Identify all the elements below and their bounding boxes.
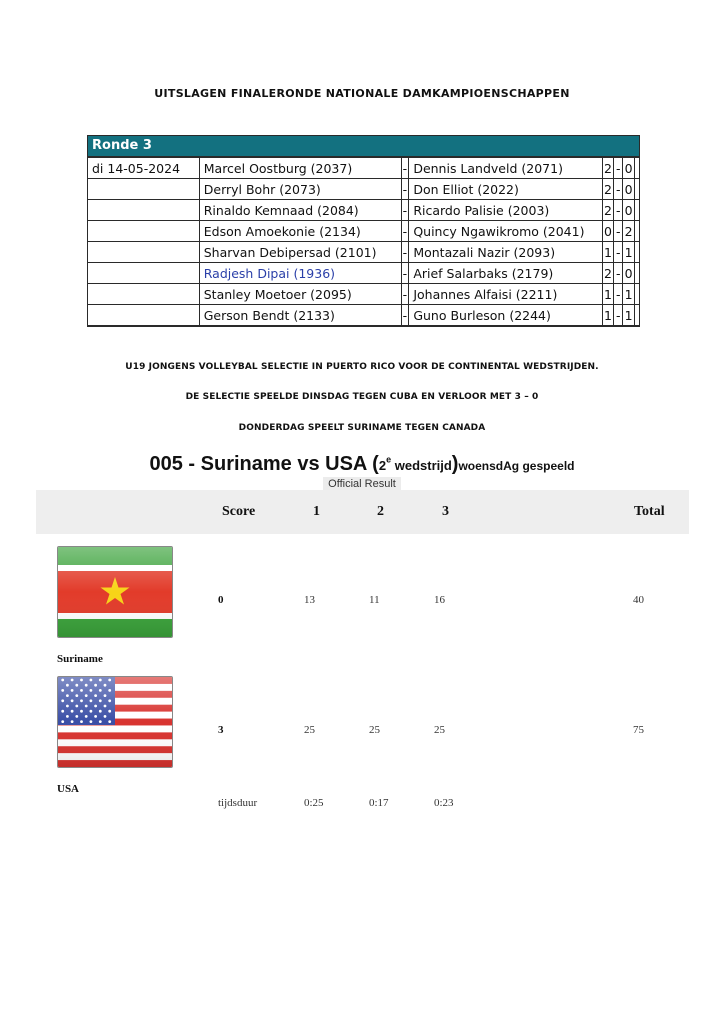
versus-dash: -: [401, 284, 409, 305]
score-white: 2: [602, 179, 613, 200]
player-black: Quincy Ngawikromo (2041): [409, 221, 603, 242]
game-row: [88, 200, 639, 221]
spacer-cell: [634, 305, 639, 326]
official-result-label: Official Result: [323, 477, 401, 491]
usa-score: 3: [218, 724, 224, 736]
versus-dash: -: [401, 200, 409, 221]
player-white: Radjesh Dipai (1936): [199, 263, 401, 284]
duration-set1: 0:25: [304, 797, 324, 809]
player-black: Guno Burleson (2244): [409, 305, 603, 326]
suriname-score: 0: [218, 594, 224, 606]
player-black: Arief Salarbaks (2179): [409, 263, 603, 284]
score-col-header: Score: [222, 504, 256, 519]
usa-set2: 25: [369, 724, 380, 736]
match-title: 005 - Suriname vs USA (2e wedstrijd)woensdAg gespeeld: [149, 453, 575, 475]
score-black: 0: [623, 200, 634, 221]
set2-col-header: 2: [377, 504, 384, 519]
player-white: Rinaldo Kemnaad (2084): [199, 200, 401, 221]
round-title: Ronde 3: [88, 136, 639, 157]
score-separator: -: [614, 179, 623, 200]
versus-dash: -: [401, 263, 409, 284]
game-row: [88, 221, 639, 242]
score-header-row: [36, 490, 689, 534]
suriname-set2: 11: [369, 594, 380, 606]
versus-dash: -: [401, 179, 409, 200]
game-date: [88, 305, 199, 326]
team-name-suriname: Suriname: [57, 653, 103, 665]
score-white: 0: [602, 221, 613, 242]
set3-col-header: 3: [442, 504, 449, 519]
page-heading: UITSLAGEN FINALERONDE NATIONALE DAMKAMPIOENSCHAPPEN: [154, 87, 570, 100]
score-black: 0: [623, 179, 634, 200]
versus-dash: -: [401, 221, 409, 242]
cuba-result-note: DE SELECTIE SPEELDE DINSDAG TEGEN CUBA EN VERLOOR MET 3 – 0: [185, 392, 539, 402]
game-row: [88, 179, 639, 200]
score-black: 1: [623, 305, 634, 326]
score-separator: -: [614, 284, 623, 305]
spacer-cell: [634, 200, 639, 221]
usa-set3: 25: [434, 724, 445, 736]
score-black: 1: [623, 242, 634, 263]
player-white: Stanley Moetoer (2095): [199, 284, 401, 305]
score-black: 2: [623, 221, 634, 242]
volleyball-note: U19 JONGENS VOLLEYBAL SELECTIE IN PUERTO RICO VOOR DE CONTINENTAL WEDSTRIJDEN.: [125, 362, 599, 372]
set1-col-header: 1: [313, 504, 320, 519]
game-date: [88, 179, 199, 200]
score-black: 0: [623, 263, 634, 284]
player-black: Montazali Nazir (2093): [409, 242, 603, 263]
spacer-cell: [634, 221, 639, 242]
score-white: 2: [602, 263, 613, 284]
score-white: 2: [602, 158, 613, 179]
versus-dash: -: [401, 242, 409, 263]
score-separator: -: [614, 305, 623, 326]
game-date: [88, 242, 199, 263]
total-col-header: Total: [634, 504, 665, 519]
suriname-set3: 16: [434, 594, 445, 606]
score-separator: -: [614, 158, 623, 179]
score-black: 0: [623, 158, 634, 179]
player-white: Sharvan Debipersad (2101): [199, 242, 401, 263]
game-row: [88, 263, 639, 284]
round-results-table: [87, 135, 640, 327]
suriname-flag-icon: [57, 546, 173, 638]
usa-total: 75: [633, 724, 644, 736]
usa-set1: 25: [304, 724, 315, 736]
canada-note: DONDERDAG SPEELT SURINAME TEGEN CANADA: [238, 423, 486, 433]
game-date: [88, 221, 199, 242]
duration-set3: 0:23: [434, 797, 454, 809]
duration-label: tijdsduur: [218, 797, 258, 809]
score-white: 1: [602, 242, 613, 263]
spacer-cell: [634, 179, 639, 200]
team-name-usa: USA: [57, 783, 80, 795]
game-date: [88, 263, 199, 284]
player-black: Dennis Landveld (2071): [409, 158, 603, 179]
player-black: Ricardo Palisie (2003): [409, 200, 603, 221]
score-black: 1: [623, 284, 634, 305]
score-white: 1: [602, 284, 613, 305]
spacer-cell: [634, 158, 639, 179]
score-separator: -: [614, 200, 623, 221]
duration-set2: 0:17: [369, 797, 389, 809]
suriname-total: 40: [633, 594, 644, 606]
player-white: Gerson Bendt (2133): [199, 305, 401, 326]
score-separator: -: [614, 263, 623, 284]
score-white: 2: [602, 200, 613, 221]
spacer-cell: [634, 284, 639, 305]
game-row: [88, 242, 639, 263]
game-row: [88, 158, 639, 179]
player-white: Marcel Oostburg (2037): [199, 158, 401, 179]
spacer-cell: [634, 242, 639, 263]
usa-flag-icon: [57, 676, 173, 768]
score-separator: -: [614, 242, 623, 263]
player-black: Johannes Alfaisi (2211): [409, 284, 603, 305]
versus-dash: -: [401, 305, 409, 326]
suriname-set1: 13: [304, 594, 315, 606]
game-date: [88, 200, 199, 221]
game-date: [88, 284, 199, 305]
score-white: 1: [602, 305, 613, 326]
player-white: Edson Amoekonie (2134): [199, 221, 401, 242]
game-row: [88, 305, 639, 326]
versus-dash: -: [401, 158, 409, 179]
spacer-cell: [634, 263, 639, 284]
score-separator: -: [614, 221, 623, 242]
player-white: Derryl Bohr (2073): [199, 179, 401, 200]
player-black: Don Elliot (2022): [409, 179, 603, 200]
game-date: di 14-05-2024: [88, 158, 199, 179]
game-row: [88, 284, 639, 305]
